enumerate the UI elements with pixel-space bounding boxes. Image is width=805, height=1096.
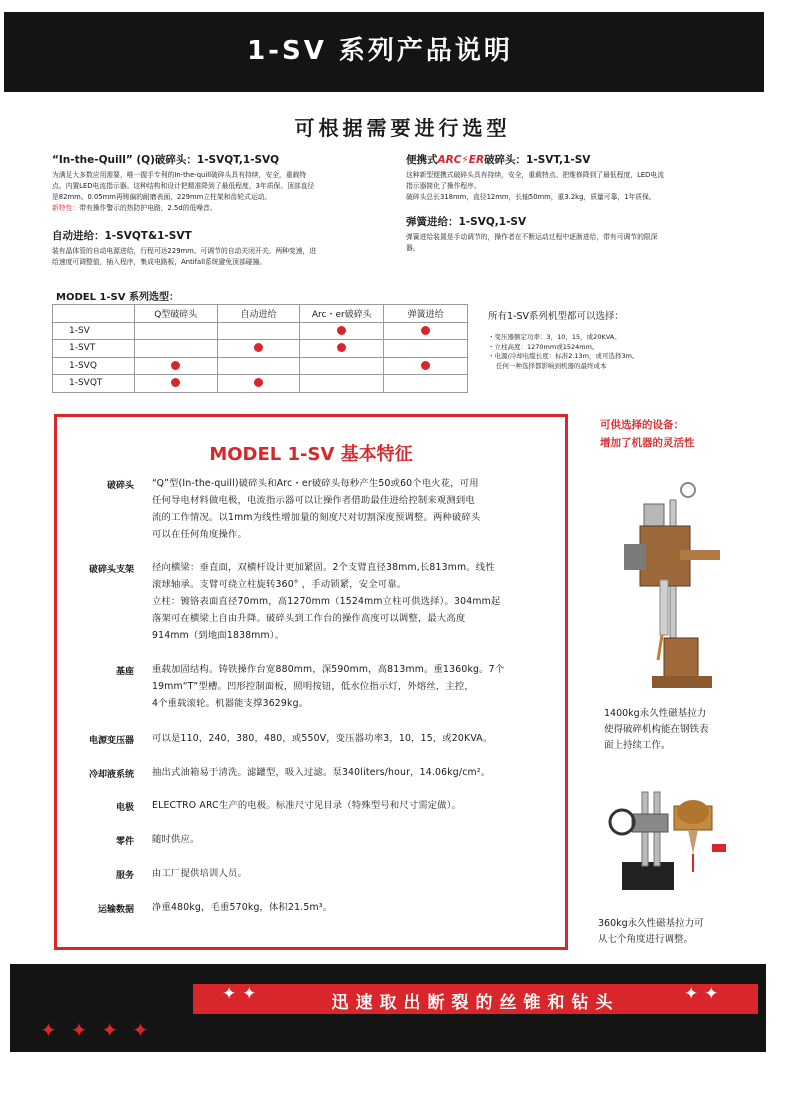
table-header-row [53, 305, 468, 323]
table-header-cell [53, 305, 135, 323]
table-header-cell: Q型破碎头 [134, 305, 217, 323]
feature-cell [300, 322, 384, 340]
list-item: ・电源/冷却电缆长度：标准2.13m，或可选择3m。 [488, 352, 639, 360]
feature-cell [217, 322, 300, 340]
feature-cell [384, 340, 468, 358]
feature-label: 冷却液系统 [88, 770, 134, 780]
model-table [52, 304, 468, 393]
quill-section [52, 152, 392, 214]
spark-icon: ✦ ✦ [222, 984, 257, 1004]
feature-cell [300, 340, 384, 358]
portable-text: 这种新型便携式破碎头具有持续，安全，重载特点。把维修降到了最低程度，LED电流 指示器简化了操作程序。 破碎头总长318mm，直径12mm，长轴50mm，重3.2kg，质量可靠，1年质保。 [406, 171, 665, 201]
edm-machine-image [600, 460, 740, 700]
feature-cell [217, 357, 300, 375]
feature-cell [384, 357, 468, 375]
caption-magnetic-base-1: 1400kg永久性磁基拉力 使得破碎机构能在钢铁表 面上持续工作。 [604, 708, 709, 751]
feature-text: 抽出式油箱易于清洗。滤罐型，吸入过滤。泵340liters/hour，14.06kg/cm²。 [152, 767, 491, 778]
model-name-cell: 1-SVQT [53, 375, 135, 393]
model-name-cell: 1-SVT [53, 340, 135, 358]
table-row [53, 375, 468, 393]
red-dot-icon [254, 343, 263, 352]
slogan: 迅速取出断裂的丝锥和钻头 [331, 993, 620, 1013]
table-row [53, 357, 468, 375]
feature-label: 零件 [115, 837, 134, 847]
portable-title: 便携式ARC⚡ER破碎头：1-SVT,1-SV [406, 154, 591, 166]
feature-text: “Q”型(In-the-quill)破碎头和Arc・er破碎头每秒产生50或60个电火花，可用 任何导电材料做电极，电流指示器可以让操作者借助最佳进给控制来观测到电 流的工作情况。以1mm为线性增加量的刻度尺对切割深度预调整。两种破碎头 可以在任何角度操作。 [152, 478, 481, 540]
model-table-title: MODEL 1-SV 系列选型： [56, 292, 179, 303]
portable-section [406, 152, 751, 203]
feature-label: 服务 [115, 871, 134, 881]
feature-label: 电极 [115, 803, 134, 813]
feature-cell [217, 375, 300, 393]
quill-text: 为满足大多数应用需要，唯一握手专利的In-the-quill破碎头具有持续，安全，重载特 点。内置LED电流指示器。这种结构和设计把精准降到了最低程度，3年质保。顶部直径 是82mm。0.05mm再铸偏的耐磨表面，229mm立柱架和齿轮式运动。 新特性：带有操作警示的热防护电路，2.5d的低噪音。 [52, 171, 315, 212]
new-feature-text: 带有操作警示的热防护电路，2.5d的低噪音。 [79, 204, 217, 212]
feature-cell [134, 357, 217, 375]
red-dot-icon [171, 361, 180, 370]
page-title: 1-SV 系列产品说明 [247, 36, 513, 66]
spark-icon: ✦ ✦ ✦ ✦ [40, 1018, 149, 1042]
feature-cell [384, 322, 468, 340]
feature-cell [217, 340, 300, 358]
new-feature-label: 新特性： [52, 204, 80, 212]
feature-cell [134, 375, 217, 393]
feature-title: MODEL 1-SV 基本特征 [209, 444, 413, 465]
feature-cell [300, 375, 384, 393]
table-row [53, 340, 468, 358]
table-row [53, 322, 468, 340]
spring-title: 弹簧进给：1-SVQ,1-SV [406, 216, 527, 228]
section-heading: 可根据需要进行选型 [294, 116, 511, 140]
model-name-cell: 1-SV [53, 322, 135, 340]
table-header-cell: 弹簧进给 [384, 305, 468, 323]
table-header-cell: Arc・er破碎头 [300, 305, 384, 323]
options-title: 所有1-SV系列机型都可以选择： [488, 311, 625, 322]
red-dot-icon [421, 361, 430, 370]
feature-label: 基座 [115, 667, 134, 677]
feature-text: 可以是110，240，380，480，或550V，变压器功率3，10，15，或20KVA。 [152, 733, 493, 744]
list-item: ・立柱高度：1270mm或1524mm。 [488, 342, 599, 351]
caption-magnetic-base-2: 360kg永久性磁基拉力可 从七个角度进行调整。 [598, 918, 704, 945]
feature-cell [134, 340, 217, 358]
arcer-logo: ARC⚡ER [437, 154, 485, 166]
feature-text: 重载加固结构。铸铁操作台宽880mm，深590mm，高813mm。重1360kg。7个 19mm“T”型槽。凹形控制面板，照明按钮，低水位指示灯，外熔丝，主控， 4个重载滚轮。机器能支撑3629kg。 [152, 664, 505, 709]
feature-label: 破碎头 [106, 481, 134, 491]
feature-text: 净重480kg，毛重570kg，体积21.5m³。 [152, 902, 333, 913]
spark-icon: ✦ ✦ [684, 984, 719, 1004]
model-name-cell: 1-SVQ [53, 357, 135, 375]
red-dot-icon [337, 326, 346, 335]
feature-text: 由工厂提供培训人员。 [152, 868, 247, 879]
optional-equipment-title: 可供选择的设备： 增加了机器的灵活性 [600, 419, 695, 449]
table-header-cell: 自动进给 [217, 305, 300, 323]
red-dot-icon [421, 326, 430, 335]
feature-text: 径向横梁：垂直面，双横杆设计更加紧固。2个支臂直径38mm,长813mm。线性 滚球轴承。支臂可绕立柱旋转360° ，手动锁紧，安全可靠。 立柱：镀铬表面直径70mm，高1270mm（1524mm立柱可供选择）。304mm起 落架可在横梁上自由升降。破碎头到工作台的操作高度可以调整，最大高度 914mm（到地面1838mm）。 [152, 562, 501, 641]
list-item: 任何一种选择都影响到机器的最终成本 [496, 361, 607, 370]
spring-text: 弹簧进给装置是手动调节的，操作者在不断运动过程中逐渐进给，带有可调节的限深 器。 [406, 233, 658, 252]
red-dot-icon [254, 378, 263, 387]
spring-section [406, 214, 751, 254]
auto-feed-text: 装有晶体管的自动电源进给，行程可达229mm。可调节的自动关闭开关。两种变速，进 给速度可调整值，插入程序，集成电路板，Antifall系统避免顶部碰撞。 [52, 247, 317, 266]
auto-feed-section [52, 228, 392, 268]
list-item: ・变压器额定功率：3，10，15，或20KVA。 [488, 333, 621, 341]
feature-text: 随时供应。 [152, 834, 200, 845]
auto-feed-title: 自动进给：1-SVQT&1-SVT [52, 230, 192, 242]
quill-title: “In-the-Quill” (Q)破碎头：1-SVQT,1-SVQ [52, 154, 280, 166]
red-dot-icon [337, 343, 346, 352]
feature-label: 电源变压器 [88, 736, 134, 746]
feature-label: 运输数据 [97, 905, 134, 915]
feature-cell [300, 357, 384, 375]
feature-cell [134, 322, 217, 340]
portable-unit-image [602, 772, 752, 912]
options-list [488, 333, 758, 371]
feature-text: ELECTRO ARC生产的电极。标准尺寸见目录（特殊型号和尺寸需定做）。 [152, 800, 462, 811]
feature-label: 破碎头支架 [88, 565, 134, 575]
feature-cell [384, 375, 468, 393]
red-dot-icon [171, 378, 180, 387]
